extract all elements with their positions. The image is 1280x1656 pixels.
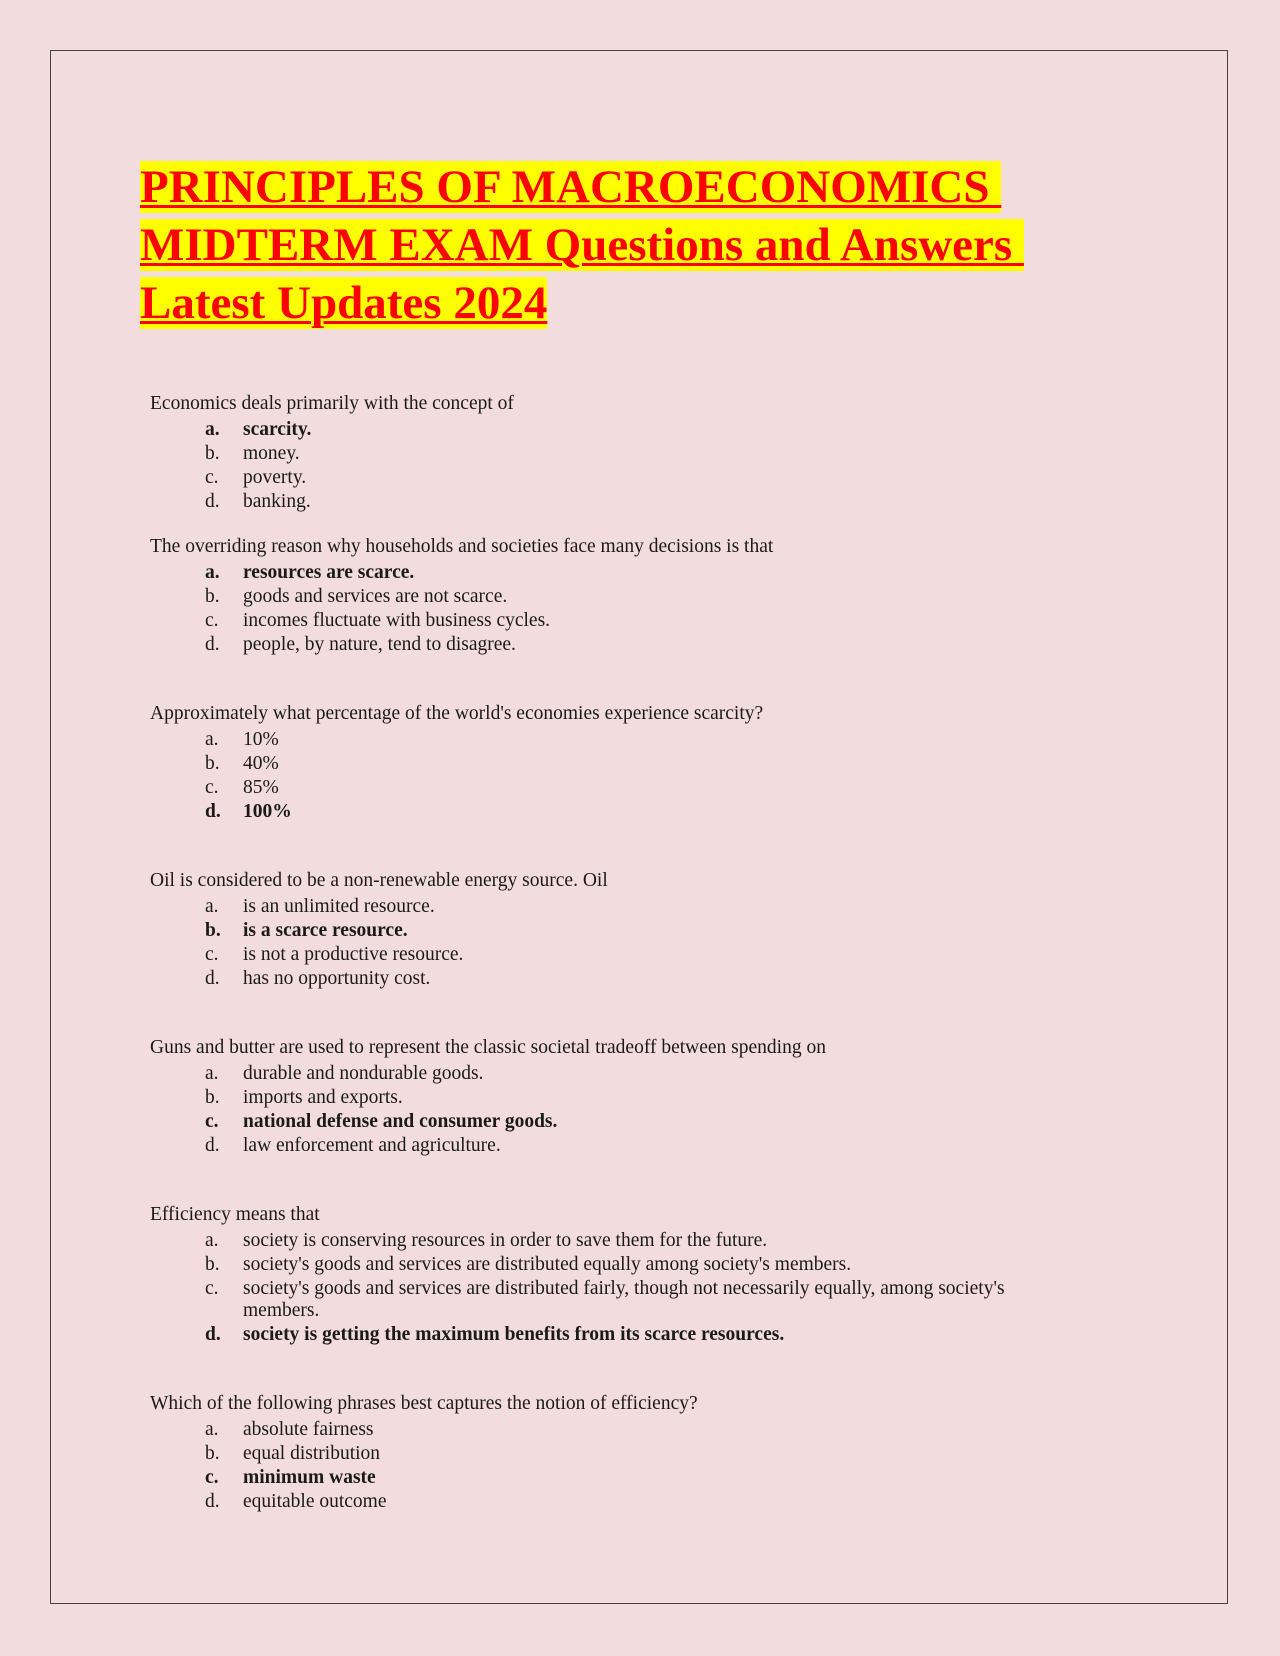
- option-text: society is conserving resources in order to save them for the future.: [243, 1230, 768, 1251]
- question-2: [150, 535, 1090, 656]
- question-5: [150, 1036, 1090, 1157]
- option-b: [150, 1254, 1090, 1276]
- option-list: [150, 896, 1090, 990]
- option-list: [150, 1419, 1090, 1513]
- option-letter: c.: [205, 777, 219, 798]
- option-text: society is getting the maximum benefits from its scarce resources.: [243, 1324, 785, 1345]
- option-letter: c.: [205, 610, 219, 631]
- option-letter: a.: [205, 419, 220, 440]
- option-list: [150, 562, 1090, 656]
- option-letter: c.: [205, 467, 219, 488]
- option-text: durable and nondurable goods.: [243, 1063, 484, 1084]
- option-d: [150, 491, 1090, 513]
- option-b: [150, 443, 1090, 465]
- option-letter: b.: [205, 1443, 220, 1464]
- option-text: society's goods and services are distributed equally among society's members.: [243, 1254, 852, 1275]
- option-a: [150, 1063, 1090, 1085]
- option-letter: d.: [205, 1491, 220, 1512]
- option-a: [150, 562, 1090, 584]
- option-a: [150, 1230, 1090, 1252]
- question-7: [150, 1392, 1090, 1513]
- option-b: [150, 753, 1090, 775]
- option-text: poverty.: [243, 467, 307, 488]
- option-text: law enforcement and agriculture.: [243, 1135, 501, 1156]
- option-c: [150, 1278, 1090, 1322]
- option-d: [150, 968, 1090, 990]
- option-letter: b.: [205, 443, 220, 464]
- option-text: has no opportunity cost.: [243, 968, 431, 989]
- option-letter: d.: [205, 801, 221, 822]
- option-letter: a.: [205, 1419, 219, 1440]
- title-line-3: Latest Updates 2024: [140, 277, 548, 329]
- option-letter: d.: [205, 968, 220, 989]
- option-text: 100%: [243, 801, 292, 822]
- question-text: Which of the following phrases best captures the notion of efficiency?: [150, 1393, 698, 1414]
- question-text: Efficiency means that: [150, 1204, 320, 1225]
- option-c: [150, 777, 1090, 799]
- option-text: society's goods and services are distributed fairly, though not necessarily equally, among society's members.: [243, 1278, 1005, 1321]
- option-text: national defense and consumer goods.: [243, 1111, 558, 1132]
- option-text: absolute fairness: [243, 1419, 374, 1440]
- question-text: Guns and butter are used to represent the classic societal tradeoff between spending on: [150, 1037, 826, 1058]
- option-d: [150, 1491, 1090, 1513]
- option-a: [150, 896, 1090, 918]
- option-text: imports and exports.: [243, 1087, 403, 1108]
- option-letter: d.: [205, 1135, 220, 1156]
- option-letter: b.: [205, 586, 220, 607]
- option-text: is not a productive resource.: [243, 944, 464, 965]
- option-letter: d.: [205, 634, 220, 655]
- option-text: scarcity.: [243, 419, 312, 440]
- question-text: Approximately what percentage of the world's economies experience scarcity?: [150, 703, 764, 724]
- option-c: [150, 944, 1090, 966]
- option-text: goods and services are not scarce.: [243, 586, 508, 607]
- option-a: [150, 729, 1090, 751]
- option-letter: c.: [205, 1467, 219, 1488]
- option-b: [150, 1087, 1090, 1109]
- option-text: 40%: [243, 753, 279, 774]
- option-letter: a.: [205, 1230, 219, 1251]
- option-text: is a scarce resource.: [243, 920, 408, 941]
- option-letter: a.: [205, 729, 219, 750]
- question-1: [150, 392, 1090, 513]
- option-letter: d.: [205, 1324, 221, 1345]
- question-list: [150, 392, 1090, 1515]
- option-text: equitable outcome: [243, 1491, 387, 1512]
- question-text: The overriding reason why households and societies face many decisions is that: [150, 536, 774, 557]
- option-list: [150, 1230, 1090, 1346]
- question-6: [150, 1203, 1090, 1346]
- title-line-2: MIDTERM EXAM Questions and Answers: [140, 219, 1024, 271]
- title-line-1: PRINCIPLES OF MACROECONOMICS: [140, 161, 1002, 213]
- option-letter: c.: [205, 1278, 219, 1299]
- option-list: [150, 729, 1090, 823]
- option-d: [150, 801, 1090, 823]
- option-letter: a.: [205, 562, 220, 583]
- option-text: banking.: [243, 491, 311, 512]
- option-text: 10%: [243, 729, 279, 750]
- question-4: [150, 869, 1090, 990]
- option-b: [150, 586, 1090, 608]
- option-b: [150, 920, 1090, 942]
- option-letter: b.: [205, 920, 221, 941]
- option-c: [150, 1467, 1090, 1489]
- option-a: [150, 1419, 1090, 1441]
- option-letter: d.: [205, 491, 220, 512]
- option-c: [150, 610, 1090, 632]
- question-text: Economics deals primarily with the concept of: [150, 393, 514, 414]
- option-text: 85%: [243, 777, 279, 798]
- option-letter: a.: [205, 896, 219, 917]
- option-d: [150, 1135, 1090, 1157]
- option-text: people, by nature, tend to disagree.: [243, 634, 516, 655]
- option-list: [150, 419, 1090, 513]
- option-a: [150, 419, 1090, 441]
- option-text: is an unlimited resource.: [243, 896, 435, 917]
- option-letter: b.: [205, 1254, 220, 1275]
- question-3: [150, 702, 1090, 823]
- option-text: incomes fluctuate with business cycles.: [243, 610, 551, 631]
- question-text: Oil is considered to be a non-renewable energy source. Oil: [150, 870, 608, 891]
- option-letter: c.: [205, 944, 219, 965]
- option-text: equal distribution: [243, 1443, 381, 1464]
- option-text: money.: [243, 443, 300, 464]
- option-text: resources are scarce.: [243, 562, 415, 583]
- option-letter: a.: [205, 1063, 219, 1084]
- option-c: [150, 467, 1090, 489]
- option-c: [150, 1111, 1090, 1133]
- option-list: [150, 1063, 1090, 1157]
- option-letter: c.: [205, 1111, 219, 1132]
- option-text: minimum waste: [243, 1467, 376, 1488]
- document-title: [140, 158, 1140, 332]
- option-d: [150, 634, 1090, 656]
- option-b: [150, 1443, 1090, 1465]
- option-d: [150, 1324, 1090, 1346]
- option-letter: b.: [205, 1087, 220, 1108]
- option-letter: b.: [205, 753, 220, 774]
